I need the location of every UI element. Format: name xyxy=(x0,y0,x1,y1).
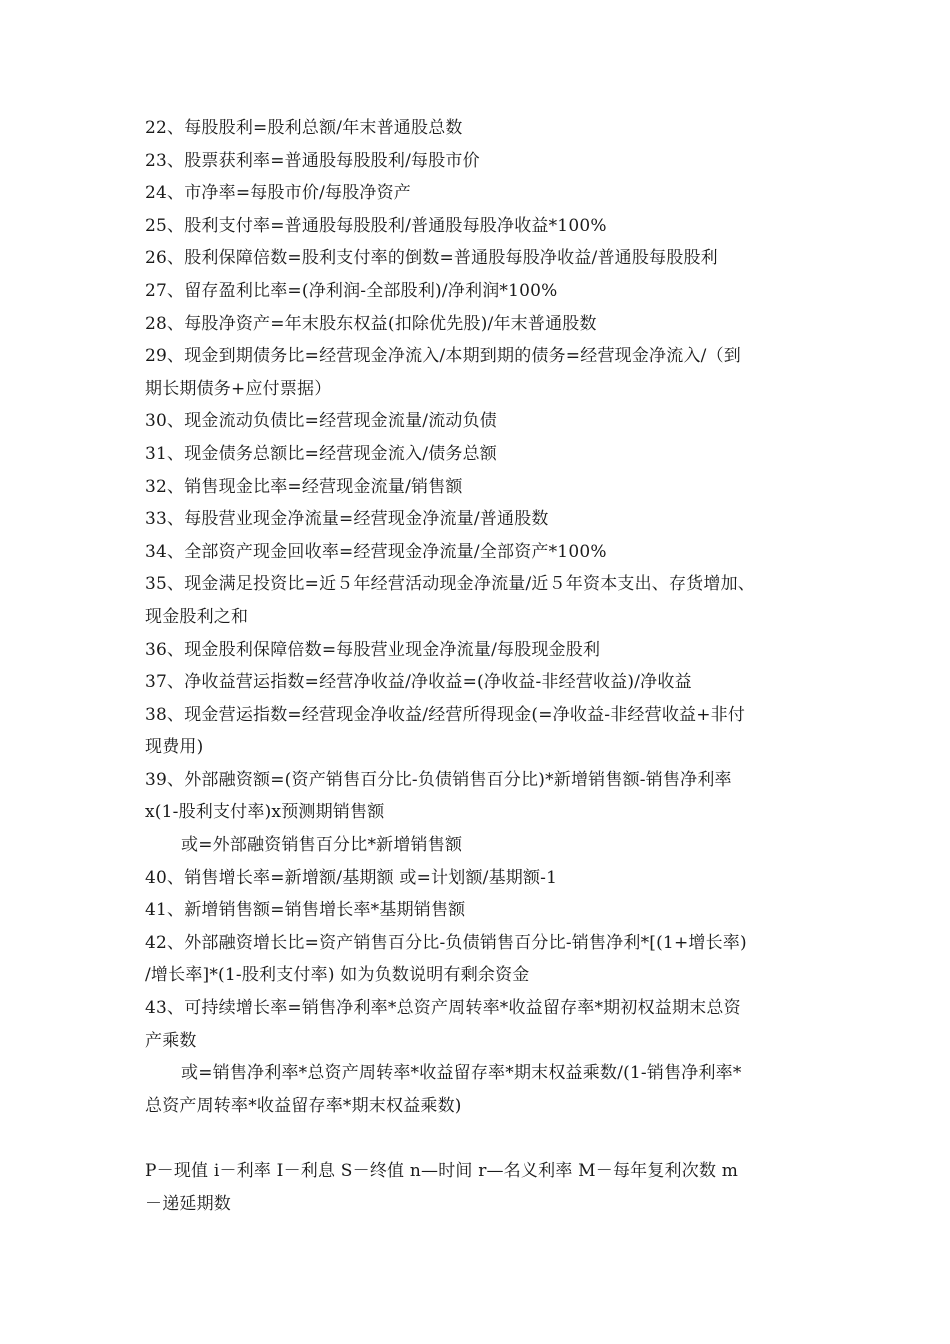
formula-line-38: 38、现金营运指数=经营现金净收益/经营所得现金(=净收益-非经营收益+非付 xyxy=(145,704,746,725)
paragraph-gap xyxy=(145,1122,825,1155)
formula-line-36: 36、现金股利保障倍数=每股营业现金净流量/每股现金股利 xyxy=(145,639,601,660)
formula-line-38-cont: 现费用) xyxy=(145,737,204,758)
formula-line-35-cont: 现金股利之和 xyxy=(145,606,249,627)
formula-line-30: 30、现金流动负债比=经营现金流量/流动负债 xyxy=(145,411,498,432)
formula-line-39: 39、外部融资额=(资产销售百分比-负债销售百分比)*新增销售额-销售净利率 xyxy=(145,769,732,790)
formula-line-32: 32、销售现金比率=经营现金流量/销售额 xyxy=(145,476,463,497)
formula-line-29-cont: 期长期债务+应付票据） xyxy=(145,378,332,399)
formula-line-43-alt-cont: 总资产周转率*收益留存率*期末权益乘数) xyxy=(145,1095,462,1116)
symbol-legend-line-1: P－现值 i－利率 I－利息 S－终值 n—时间 r—名义利率 M－每年复利次数 m xyxy=(145,1161,739,1181)
formula-line-28: 28、每股净资产=年末股东权益(扣除优先股)/年末普通股数 xyxy=(145,313,597,334)
formula-line-31: 31、现金债务总额比=经营现金流入/债务总额 xyxy=(145,443,498,464)
formula-line-42: 42、外部融资增长比=资产销售百分比-负债销售百分比-销售净利*[(1+增长率) xyxy=(145,932,747,953)
formula-line-27: 27、留存盈利比率=(净利润-全部股利)/净利润*100% xyxy=(145,280,558,301)
formula-line-37: 37、净收益营运指数=经营净收益/净收益=(净收益-非经营收益)/净收益 xyxy=(145,672,692,693)
formula-line-23: 23、股票获利率=普通股每股股利/每股市价 xyxy=(145,150,480,171)
formula-line-26: 26、股利保障倍数=股利支付率的倒数=普通股每股净收益/普通股每股股利 xyxy=(145,248,718,269)
formula-line-35: 35、现金满足投资比=近５年经营活动现金净流量/近５年资本支出、存货增加、 xyxy=(145,574,756,595)
formula-line-24: 24、市净率=每股市价/每股净资产 xyxy=(145,183,412,204)
formula-line-39-alt: 或=外部融资销售百分比*新增销售额 xyxy=(181,835,463,856)
symbol-legend-line-2: －递延期数 xyxy=(145,1193,231,1214)
formula-line-25: 25、股利支付率=普通股每股股利/普通股每股净收益*100% xyxy=(145,215,607,236)
formula-line-43-alt: 或=销售净利率*总资产周转率*收益留存率*期末权益乘数/(1-销售净利率* xyxy=(181,1063,742,1084)
formula-line-33: 33、每股营业现金净流量=经营现金净流量/普通股数 xyxy=(145,509,549,530)
formula-line-40: 40、销售增长率=新增额/基期额 或=计划额/基期额-1 xyxy=(145,867,558,888)
formula-line-22: 22、每股股利=股利总额/年末普通股总数 xyxy=(145,118,463,138)
document-body xyxy=(145,112,825,1220)
formula-line-43: 43、可持续增长率=销售净利率*总资产周转率*收益留存率*期初权益期末总资 xyxy=(145,998,741,1019)
formula-line-29: 29、现金到期债务比=经营现金净流入/本期到期的债务=经营现金净流入/（到 xyxy=(145,346,741,367)
formula-line-42-cont: /增长率]*(1-股利支付率) 如为负数说明有剩余资金 xyxy=(145,965,530,986)
formula-line-39-cont: x(1-股利支付率)x预测期销售额 xyxy=(145,802,385,823)
formula-line-43-cont: 产乘数 xyxy=(145,1030,197,1051)
formula-line-41: 41、新增销售额=销售增长率*基期销售额 xyxy=(145,900,466,921)
formula-line-34: 34、全部资产现金回收率=经营现金净流量/全部资产*100% xyxy=(145,541,607,562)
